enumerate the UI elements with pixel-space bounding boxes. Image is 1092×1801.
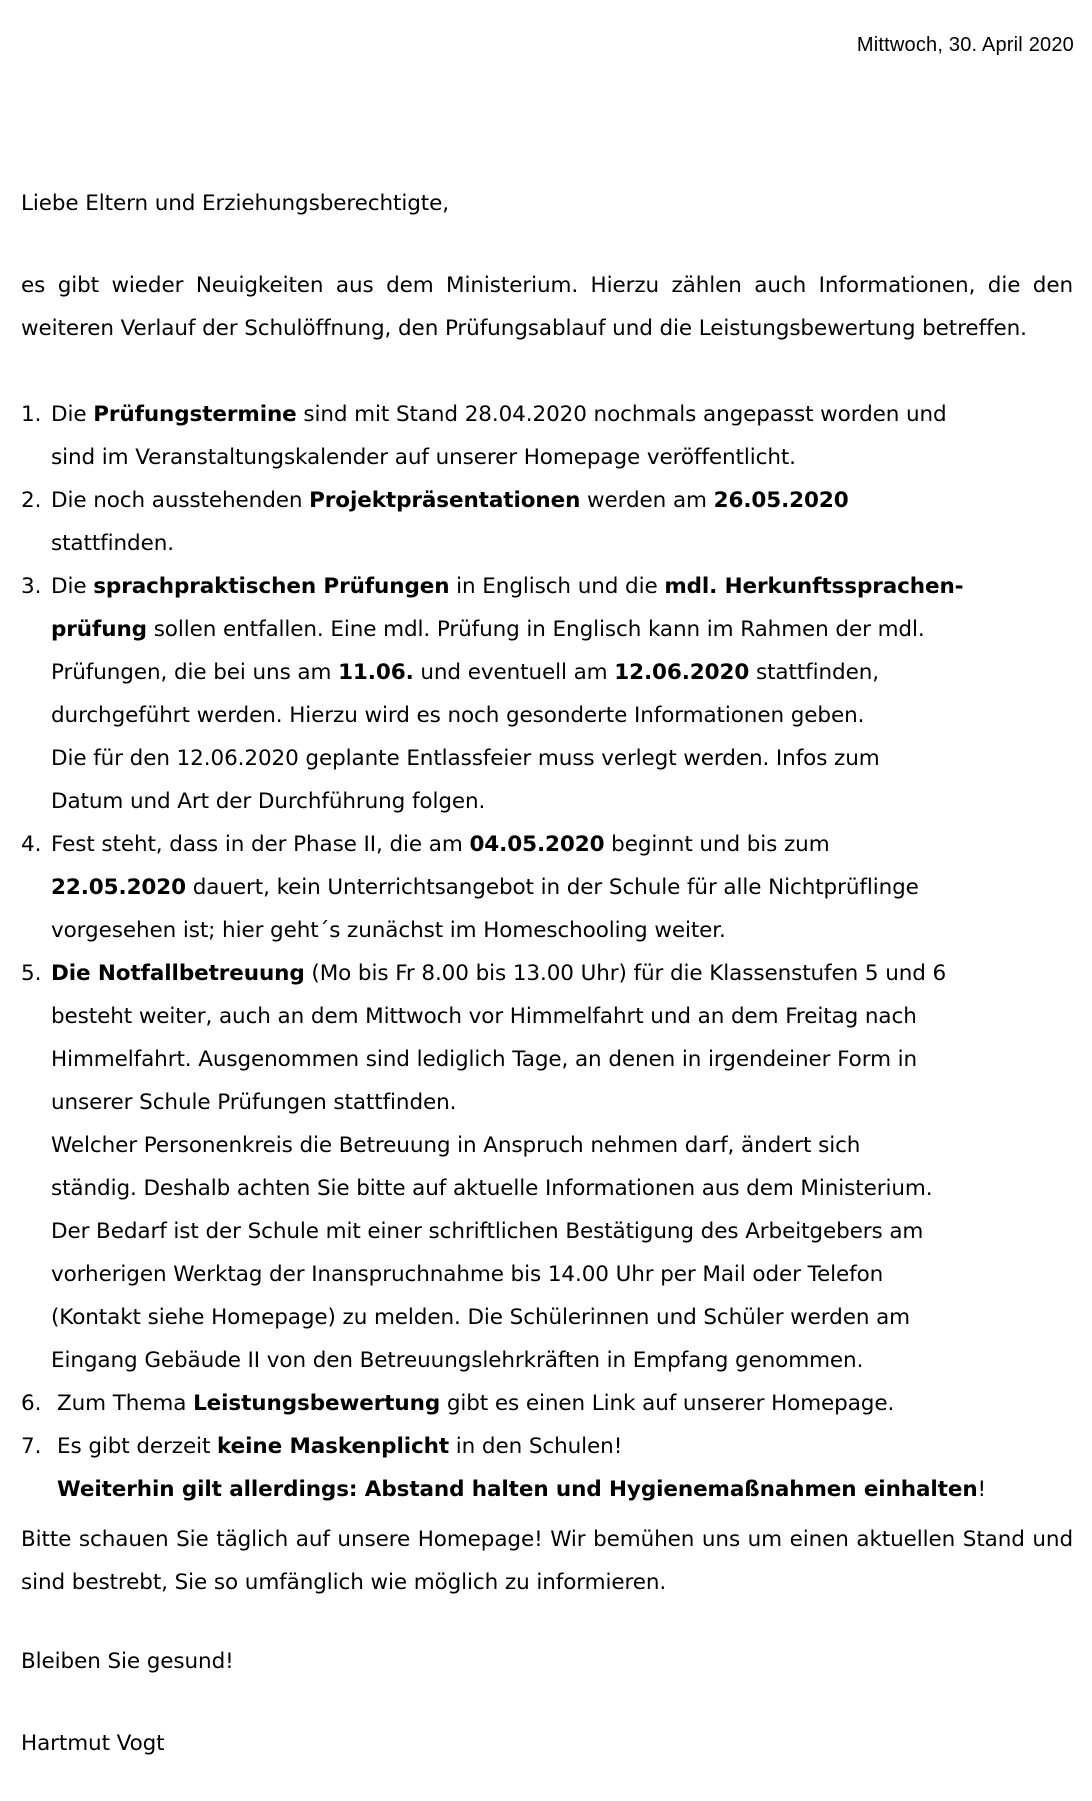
list-item [21, 823, 1073, 952]
list-item-line: Weiterhin gilt allerdings: Abstand halten und Hygienemaßnahmen einhalten! [57, 1477, 987, 1502]
outro-paragraph: Bitte schauen Sie täglich auf unsere Homepage! Wir bemühen uns um einen aktuellen Stand und sind bestrebt, Sie so umfänglich wie möglich zu informieren. [21, 1527, 1073, 1595]
list-item-number: 6. [21, 1391, 42, 1416]
list-item-line: unserer Schule Prüfungen stattfinden. [51, 1090, 457, 1115]
bold-text: 22.05.2020 [51, 875, 187, 900]
list-item [21, 479, 1073, 565]
list-item-line: sind im Veranstaltungskalender auf unserer Homepage veröffentlicht. [51, 445, 796, 470]
list-item-line: Himmelfahrt. Ausgenommen sind lediglich Tage, an denen in irgendeiner Form in [51, 1047, 918, 1072]
list-item-line: Die sprachpraktischen Prüfungen in Englisch und die mdl. Herkunftssprachen- [51, 574, 964, 599]
bold-text: Projektpräsentationen [309, 488, 581, 513]
closing-line: Bleiben Sie gesund! [21, 1649, 234, 1674]
bold-text: prüfung [51, 617, 147, 642]
list-item-number: 5. [21, 961, 42, 986]
list-item [21, 1425, 1073, 1511]
list-item-number: 4. [21, 832, 42, 857]
bold-text: 26.05.2020 [713, 488, 849, 513]
bold-text: mdl. Herkunftssprachen- [664, 574, 964, 599]
signature: Hartmut Vogt [21, 1731, 165, 1756]
bold-text: Leistungsbewertung [193, 1391, 441, 1416]
list-item-line: stattfinden. [51, 531, 174, 556]
list-item-number: 1. [21, 402, 42, 427]
bold-text: Die Notfallbetreuung [51, 961, 305, 986]
list-item [21, 1382, 1073, 1425]
bold-text: 12.06.2020 [614, 660, 750, 685]
numbered-list [21, 393, 1073, 1511]
list-item-line: Die Prüfungstermine sind mit Stand 28.04.2020 nochmals angepasst worden und [51, 402, 947, 427]
list-item-line: Zum Thema Leistungsbewertung gibt es einen Link auf unserer Homepage. [57, 1391, 895, 1416]
list-item [21, 393, 1073, 479]
letter-date: Mittwoch, 30. April 2020 [856, 34, 1074, 56]
list-item-number: 7. [21, 1434, 42, 1459]
list-item-line: besteht weiter, auch an dem Mittwoch vor Himmelfahrt und an dem Freitag nach [51, 1004, 917, 1029]
list-item-line: vorherigen Werktag der Inanspruchnahme bis 14.00 Uhr per Mail oder Telefon [51, 1262, 884, 1287]
list-item-line: 22.05.2020 dauert, kein Unterrichtsangebot in der Schule für alle Nichtprüflinge [51, 875, 919, 900]
list-item-line: Fest steht, dass in der Phase II, die am 04.05.2020 beginnt und bis zum [51, 832, 830, 857]
bold-text: keine Maskenplicht [217, 1434, 450, 1459]
list-item-line: Die für den 12.06.2020 geplante Entlassfeier muss verlegt werden. Infos zum [51, 746, 880, 771]
list-item-number: 2. [21, 488, 42, 513]
list-item-line: Die Notfallbetreuung (Mo bis Fr 8.00 bis 13.00 Uhr) für die Klassenstufen 5 und 6 [51, 961, 947, 986]
list-item-line: prüfung sollen entfallen. Eine mdl. Prüfung in Englisch kann im Rahmen der mdl. [51, 617, 925, 642]
list-item-line: Welcher Personenkreis die Betreuung in Anspruch nehmen darf, ändert sich [51, 1133, 861, 1158]
list-item-line: Der Bedarf ist der Schule mit einer schriftlichen Bestätigung des Arbeitgebers am [51, 1219, 924, 1244]
list-item-line: Datum und Art der Durchführung folgen. [51, 789, 486, 814]
list-item-line: durchgeführt werden. Hierzu wird es noch gesonderte Informationen geben. [51, 703, 865, 728]
list-item-line: Eingang Gebäude II von den Betreuungslehrkräften in Empfang genommen. [51, 1348, 864, 1373]
bold-text: Prüfungstermine [93, 402, 297, 427]
list-item-line: vorgesehen ist; hier geht´s zunächst im Homeschooling weiter. [51, 918, 726, 943]
bold-text: 11.06. [338, 660, 414, 685]
bold-text: 04.05.2020 [469, 832, 605, 857]
bold-text: sprachpraktischen Prüfungen [93, 574, 450, 599]
list-item-line: ständig. Deshalb achten Sie bitte auf aktuelle Informationen aus dem Ministerium. [51, 1176, 933, 1201]
list-item-line: (Kontakt siehe Homepage) zu melden. Die Schülerinnen und Schüler werden am [51, 1305, 911, 1330]
list-item-line: Prüfungen, die bei uns am 11.06. und eventuell am 12.06.2020 stattfinden, [51, 660, 879, 685]
intro-paragraph: es gibt wieder Neuigkeiten aus dem Ministerium. Hierzu zählen auch Informationen, die den weiteren Verlauf der Schulöffnung, den Prüfungsablauf und die Leistungsbewertung betreffen. [21, 273, 1073, 341]
list-item [21, 952, 1073, 1382]
greeting: Liebe Eltern und Erziehungsberechtigte, [21, 191, 449, 216]
bold-text: Weiterhin gilt allerdings: Abstand halten und Hygienemaßnahmen einhalten [57, 1477, 978, 1502]
list-item-line: Es gibt derzeit keine Maskenplicht in den Schulen! [57, 1434, 623, 1459]
list-item [21, 565, 1073, 823]
list-item-line: Die noch ausstehenden Projektpräsentationen werden am 26.05.2020 [51, 488, 849, 513]
list-item-number: 3. [21, 574, 42, 599]
